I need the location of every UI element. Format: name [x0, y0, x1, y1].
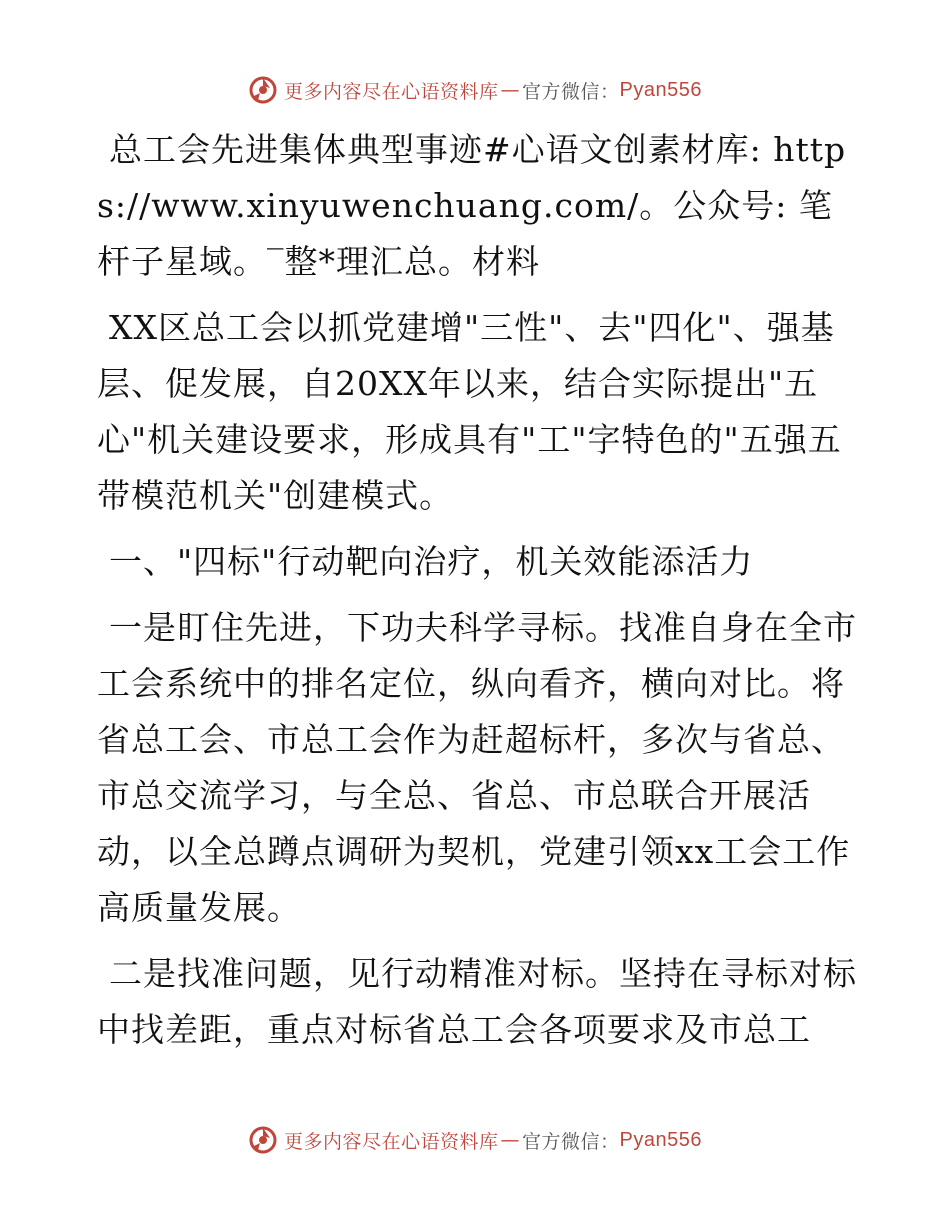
- banner-wechat-id: Pyan556: [619, 1128, 702, 1151]
- banner-sub-text: 官方微信：: [522, 80, 620, 103]
- paragraph-point-one: 一是盯住先进，下功夫科学寻标。找准自身在全市工会系统中的排名定位，纵向看齐，横向对比。将省总工会、市总工会作为赶超标杆，多次与省总、市总交流学习，与全总、省总、市总联合开展活动，以全总蹲点调研为契机，党建引领xx工会工作高质量发展。: [97, 608, 857, 927]
- paragraph-point-two: 二是找准问题，见行动精准对标。坚持在寻标对标中找差距，重点对标省总工会各项要求及市总工: [97, 954, 857, 1049]
- brand-logo-icon: [248, 1125, 278, 1155]
- header-watermark-banner: [0, 70, 950, 110]
- banner-sub-text: 官方微信：: [522, 1130, 620, 1153]
- paragraph-intro: XX区总工会以抓党建增"三性"、去"四化"、强基层、促发展，自20XX年以来，结合实际提出"五心"机关建设要求，形成具有"工"字特色的"五强五带模范机关"创建模式。: [97, 308, 842, 515]
- banner-dash: —: [500, 79, 521, 101]
- footer-watermark-banner: [0, 1120, 950, 1160]
- section-heading: 一、"四标"行动靶向治疗，机关效能添活力: [109, 542, 754, 581]
- banner-main-text: 更多内容尽在心语资料库: [284, 80, 499, 103]
- banner-dash: —: [500, 1129, 521, 1151]
- banner-main-text: 更多内容尽在心语资料库: [284, 1130, 499, 1153]
- document-body: [97, 122, 857, 1068]
- banner-wechat-id: Pyan556: [619, 78, 702, 101]
- paragraph-title: 总工会先进集体典型事迹#心语文创素材库: https://www.xinyuwenchuang.com/。公众号: 笔杆子星域。‾整*理汇总。材料: [97, 130, 847, 281]
- brand-logo-icon: [248, 75, 278, 105]
